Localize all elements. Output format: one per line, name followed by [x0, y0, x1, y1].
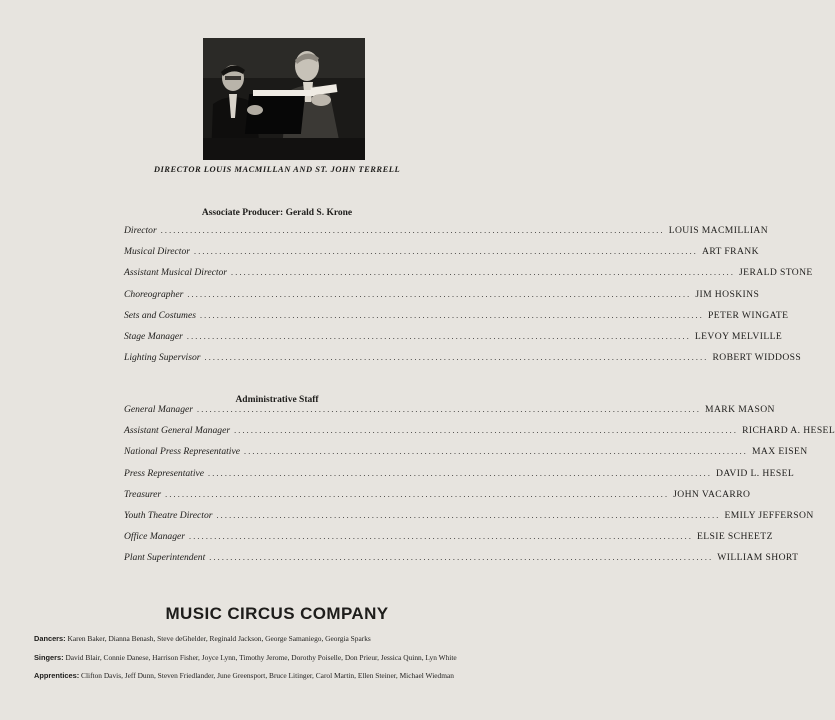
credit-name: JERALD STONE: [739, 267, 813, 279]
credit-name: LEVOY MELVILLE: [694, 330, 783, 342]
leader-dots: ........................................................................................................................: [189, 532, 694, 542]
company-group-members: Karen Baker, Dianna Benash, Steve deGhelder, Reginald Jackson, George Samaniego, Georgia Sparks: [67, 634, 371, 643]
company-group-label: Apprentices:: [34, 671, 80, 680]
credit-name: LOUIS MACMILLIAN: [668, 225, 769, 236]
leader-dots: ........................................................................................................................: [160, 226, 665, 235]
credit-name: MARK MASON: [705, 404, 775, 415]
credit-role: Treasurer: [124, 488, 162, 500]
company-group-members: Clifton Davis, Jeff Dunn, Steven Friedlander, June Greensport, Bruce Litinger, Carol Martin, Ellen Steiner, Michael Wiedman: [81, 671, 454, 680]
associate-producer-heading: Associate Producer: Gerald S. Krone: [201, 208, 353, 218]
credit-row: [124, 467, 795, 489]
credit-row: [124, 330, 783, 352]
company-title: MUSIC CIRCUS COMPANY: [165, 604, 389, 623]
photo-illustration: [203, 38, 365, 160]
credit-role: Youth Theatre Director: [124, 509, 213, 521]
credit-row: [124, 267, 813, 288]
credit-name: EMILY JEFFERSON: [724, 509, 814, 521]
credit-role: Director: [124, 225, 157, 236]
credit-row: [124, 288, 760, 310]
company-roster: [34, 634, 526, 690]
credit-row: [124, 404, 775, 425]
administrative-credits: [124, 404, 835, 574]
credit-row: [124, 531, 773, 552]
credit-name: ART FRANK: [702, 246, 759, 258]
company-group-members: David Blair, Connie Danese, Harrison Fisher, Joyce Lynn, Timothy Jerome, Dorothy Poiselle, Don Prieur, Jessica Quinn, Lyn White: [65, 652, 457, 662]
leader-dots: ........................................................................................................................: [199, 310, 704, 320]
credit-role: Assistant Musical Director: [124, 267, 228, 279]
credit-role: Plant Superintendent: [124, 552, 206, 564]
leader-dots: ........................................................................................................................: [165, 489, 670, 499]
leader-dots: ........................................................................................................................: [234, 426, 739, 436]
leader-dots: ........................................................................................................................: [216, 510, 721, 520]
credit-role: General Manager: [124, 404, 194, 415]
credit-row: [124, 246, 759, 267]
leader-dots: ........................................................................................................................: [209, 553, 714, 563]
leader-dots: ........................................................................................................................: [208, 468, 713, 478]
credit-row: [124, 552, 799, 573]
administrative-staff-heading: Administrative Staff: [235, 395, 319, 405]
credit-name: JOHN VACARRO: [673, 488, 751, 500]
leader-dots: ........................................................................................................................: [194, 247, 698, 257]
credit-name: MAX EISEN: [752, 446, 808, 458]
credit-role: Musical Director: [124, 246, 190, 258]
credit-role: Assistant General Manager: [124, 425, 231, 437]
company-group: [34, 653, 526, 664]
credit-row: [124, 309, 789, 331]
leader-dots: ........................................................................................................................: [187, 289, 692, 299]
leader-dots: ........................................................................................................................: [197, 405, 702, 414]
credit-name: PETER WINGATE: [707, 309, 789, 321]
credit-row: [124, 425, 835, 446]
leader-dots: ........................................................................................................................: [204, 353, 709, 363]
credit-row: [124, 225, 769, 246]
credit-role: Choreographer: [124, 288, 184, 300]
credit-role: Press Representative: [124, 467, 205, 479]
leader-dots: ........................................................................................................................: [244, 447, 748, 457]
credit-row: [124, 446, 808, 467]
credit-row: [124, 488, 751, 510]
credit-role: Sets and Costumes: [124, 309, 196, 321]
credit-role: Lighting Supervisor: [124, 352, 201, 364]
leader-dots: ........................................................................................................................: [186, 331, 691, 341]
credit-name: JIM HOSKINS: [695, 288, 760, 300]
credit-role: Stage Manager: [124, 330, 183, 342]
photo-caption: DIRECTOR LOUIS MACMILLAN AND ST. JOHN TERRELL: [153, 164, 401, 174]
credit-name: ELSIE SCHEETZ: [697, 531, 773, 543]
credit-name: RICHARD A. HESEL: [742, 425, 835, 437]
company-group: [34, 634, 526, 645]
leader-dots: ........................................................................................................................: [231, 268, 736, 278]
company-group-label: Dancers:: [34, 634, 66, 643]
company-group: [34, 671, 526, 682]
credit-name: WILLIAM SHORT: [717, 552, 799, 564]
credit-role: National Press Representative: [124, 446, 240, 458]
credit-role: Office Manager: [124, 531, 186, 543]
director-photo: [203, 38, 365, 160]
credit-row: [124, 509, 814, 531]
credit-row: [124, 352, 802, 373]
production-credits: [124, 225, 813, 373]
credit-name: ROBERT WIDDOSS: [712, 352, 802, 364]
company-group-label: Singers:: [34, 652, 64, 662]
credit-name: DAVID L. HESEL: [716, 467, 795, 479]
